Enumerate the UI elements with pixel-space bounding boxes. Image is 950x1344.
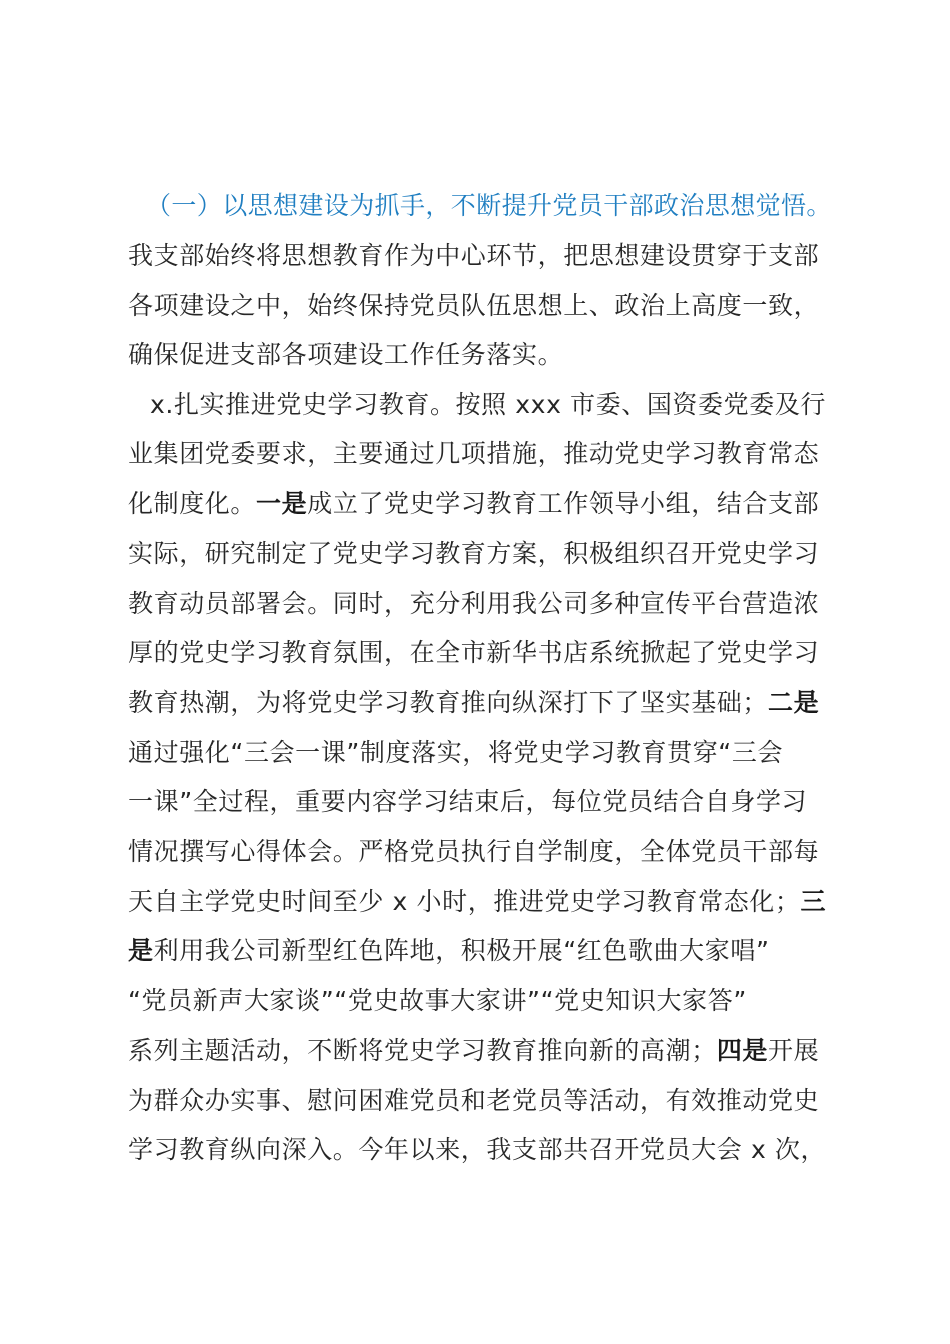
paragraph-line: 实际，研究制定了党史学习教育方案，积极组织召开党史学习 [128,539,820,568]
paragraph-line: x.扎实推进党史学习教育。按照 xxx 市委、国资委党委及行 [150,390,827,419]
paragraph-line: 一课”全过程，重要内容学习结束后，每位党员结合自身学习 [128,787,808,816]
paragraph-line: 教育动员部署会。同时，充分利用我公司多种宣传平台营造浓 [128,589,820,618]
bold-marker: 二是 [768,688,820,717]
bold-marker: 三 [800,887,827,916]
paragraph-line [128,935,770,967]
paragraph-line: “党员新声大家谈”“党史故事大家讲”“党史知识大家答” [128,986,747,1015]
text-run: 利用我公司新型红色阵地，积极开展“红色歌曲大家唱” [153,936,770,965]
paragraph-line [128,488,819,520]
paragraph-line: 学习教育纵向深入。今年以来，我支部共召开党员大会 x 次， [128,1135,827,1164]
text-run: 天自主学党史时间至少 x 小时，推进党史学习教育常态化； [128,887,801,916]
paragraph-line: 确保促进支部各项建设工作任务落实。 [128,340,564,369]
paragraph-line: 通过强化“三会一课”制度落实，将党史学习教育贯穿“三会 [128,738,784,767]
text-run: 开展 [768,1036,820,1065]
bold-marker: 四是 [716,1036,769,1065]
paragraph-line: 厚的党史学习教育氛围，在全市新华书店系统掀起了党史学习 [128,638,820,667]
paragraph-line: 各项建设之中，始终保持党员队伍思想上、政治上高度一致， [128,291,820,320]
bold-marker: 一是 [256,489,308,518]
text-run: 系列主题活动，不断将党史学习教育推向新的高潮； [128,1036,717,1065]
paragraph-line: 业集团党委要求，主要通过几项措施，推动党史学习教育常态 [128,439,820,468]
text-run: 教育热潮，为将党史学习教育推向纵深打下了坚实基础； [128,688,769,717]
text-run: 成立了党史学习教育工作领导小组，结合支部 [307,489,820,518]
bold-marker: 是 [128,936,154,965]
paragraph-line [128,1035,819,1067]
text-run: 化制度化。 [128,489,257,518]
paragraph-line: 情况撰写心得体会。严格党员执行自学制度，全体党员干部每 [128,837,820,866]
paragraph-line [128,886,826,918]
section-heading: （一）以思想建设为抓手，不断提升党员干部政治思想觉悟。 [146,191,832,220]
paragraph-line [128,687,819,719]
paragraph-line: 我支部始终将思想教育作为中心环节，把思想建设贯穿于支部 [128,241,820,270]
paragraph-line: 为群众办实事、慰问困难党员和老党员等活动，有效推动党史 [128,1086,820,1115]
